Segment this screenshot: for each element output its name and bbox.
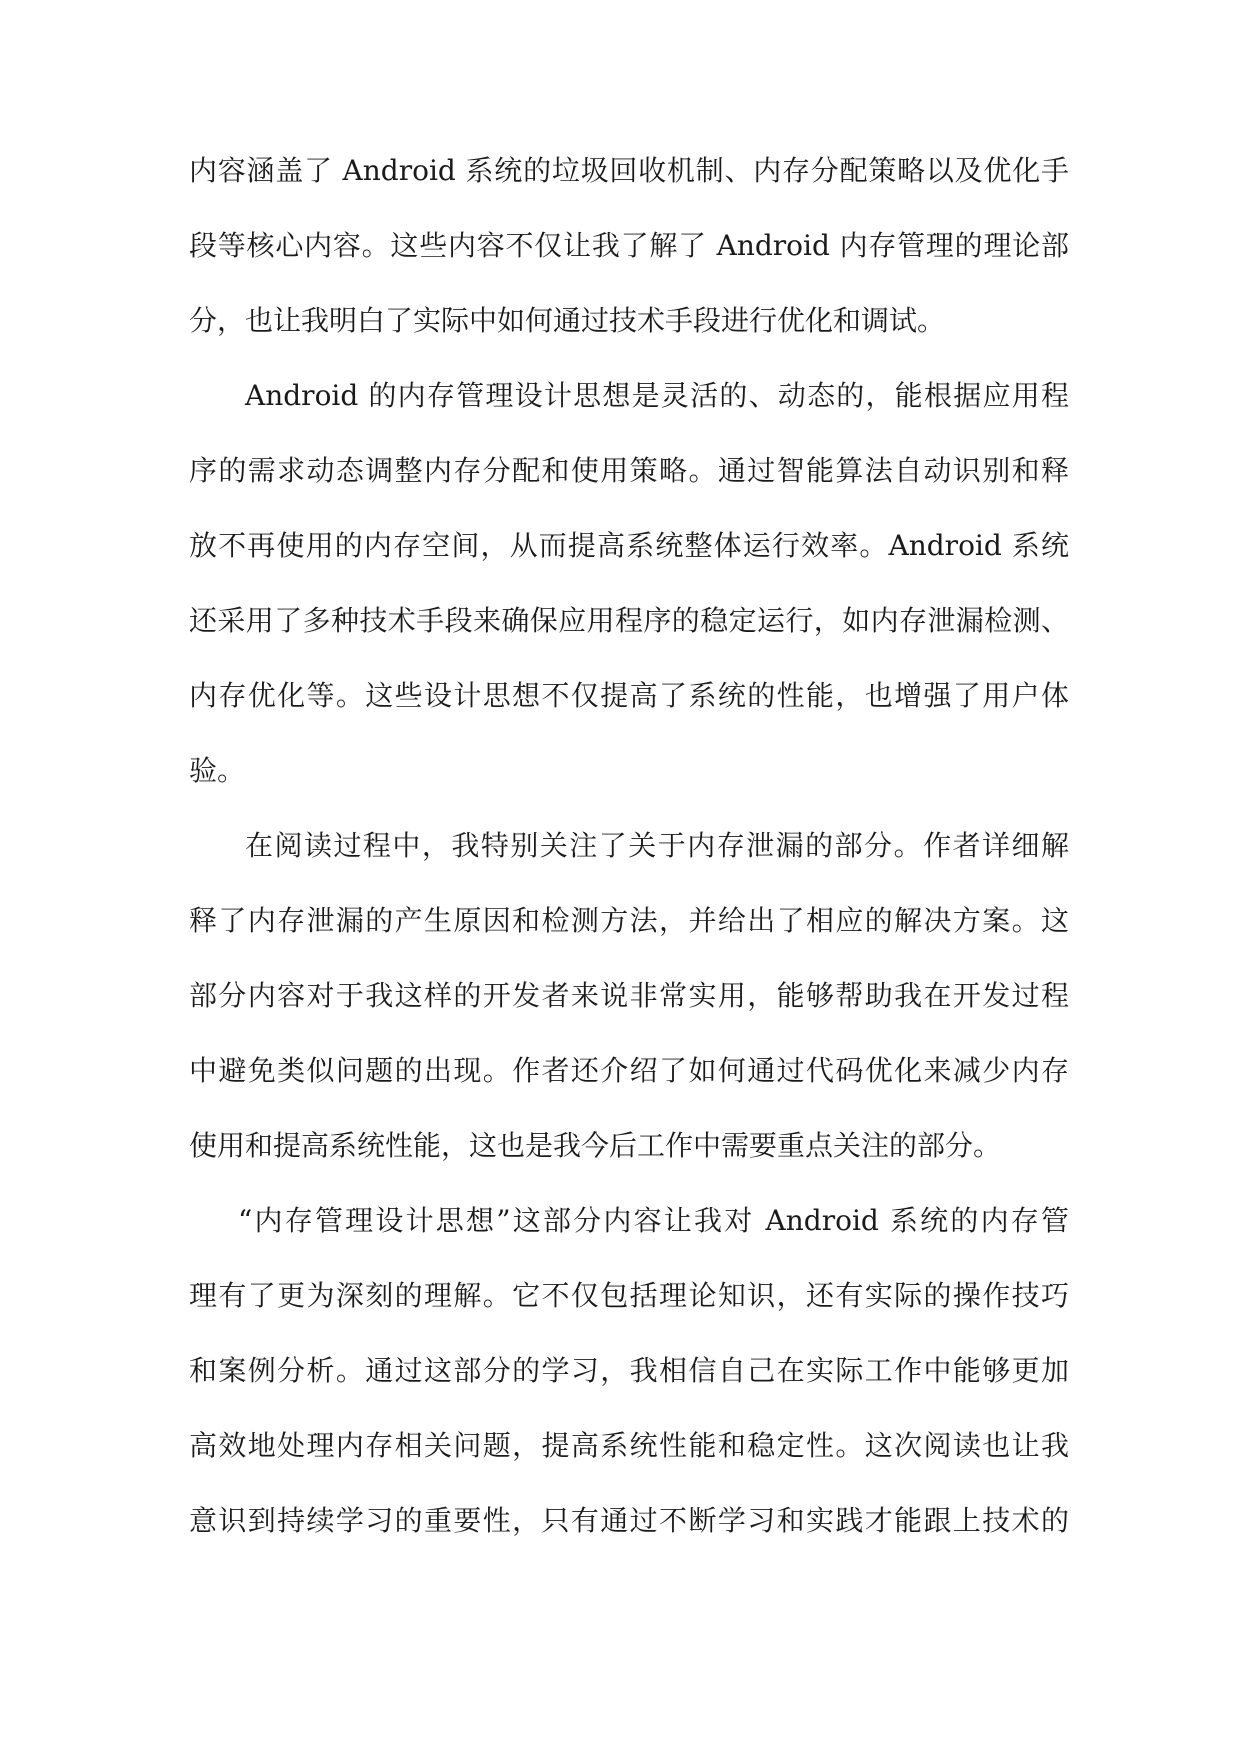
text-line: 意识到持续学习的重要性，只有通过不断学习和实践才能跟上技术的 [189, 1504, 1069, 1537]
text-line: 部分内容对于我这样的开发者来说非常实用，能够帮助我在开发过程 [189, 979, 1069, 1012]
text-line: 段等核心内容。这些内容不仅让我了解了 Android 内存管理的理论部 [189, 229, 1069, 262]
text-line: 理有了更为深刻的理解。它不仅包括理论知识，还有实际的操作技巧 [189, 1279, 1069, 1312]
text-line: 释了内存泄漏的产生原因和检测方法，并给出了相应的解决方案。这 [189, 904, 1069, 937]
text-line: 高效地处理内存相关问题，提高系统性能和稳定性。这次阅读也让我 [189, 1429, 1069, 1462]
text-line: Android 的内存管理设计思想是灵活的、动态的，能根据应用程 [245, 379, 1069, 412]
text-line: 在阅读过程中，我特别关注了关于内存泄漏的部分。作者详细解 [245, 829, 1069, 862]
text-line: 序的需求动态调整内存分配和使用策略。通过智能算法自动识别和释 [189, 454, 1069, 487]
text-line: 放不再使用的内存空间，从而提高系统整体运行效率。Android 系统 [189, 529, 1069, 562]
text-line: 分，也让我明白了实际中如何通过技术手段进行优化和调试。 [189, 304, 946, 337]
text-line: 和案例分析。通过这部分的学习，我相信自己在实际工作中能够更加 [189, 1354, 1069, 1387]
text-line: 内存优化等。这些设计思想不仅提高了系统的性能，也增强了用户体 [189, 679, 1069, 712]
text-line: 中避免类似问题的出现。作者还介绍了如何通过代码优化来减少内存 [189, 1054, 1069, 1087]
text-line: 使用和提高系统性能，这也是我今后工作中需要重点关注的部分。 [189, 1129, 1002, 1162]
text-line: 还采用了多种技术手段来确保应用程序的稳定运行，如内存泄漏检测、 [189, 604, 1069, 637]
text-line: “内存管理设计思想”这部分内容让我对 Android 系统的内存管 [238, 1204, 1069, 1237]
text-line: 验。 [189, 754, 246, 787]
text-line: 内容涵盖了 Android 系统的垃圾回收机制、内存分配策略以及优化手 [189, 154, 1069, 187]
